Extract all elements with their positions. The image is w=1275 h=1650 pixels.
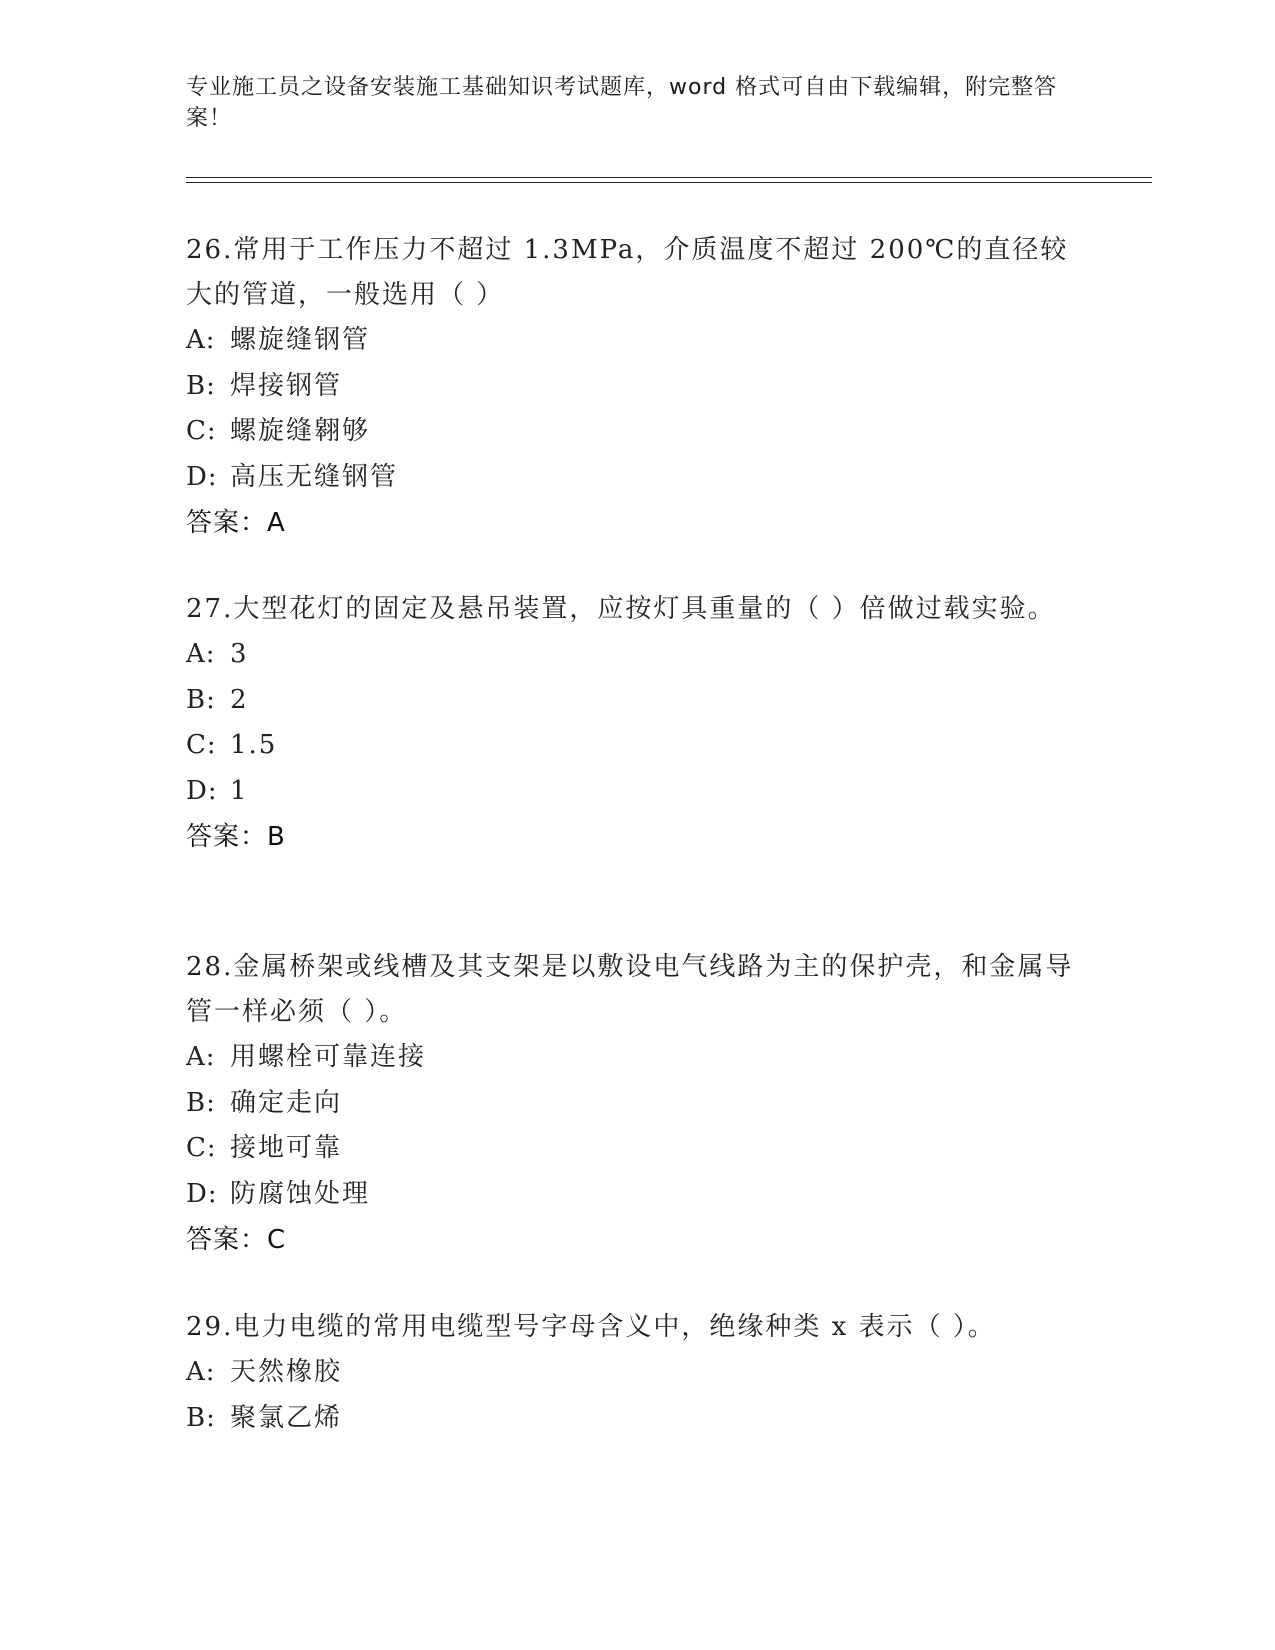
- question-stem: 26.常用于工作压力不超过 1.3MPa，介质温度不超过 200℃的直径较大的管道，一般选用（ ）: [186, 235, 1069, 310]
- option-letter: B:: [186, 1087, 216, 1118]
- option-text: 用螺栓可靠连接: [230, 1042, 427, 1072]
- option-c: [186, 723, 1086, 769]
- option-b: [186, 678, 1086, 724]
- option-b: [186, 1081, 1086, 1127]
- option-letter: B:: [186, 370, 216, 401]
- option-letter: D:: [186, 1178, 218, 1209]
- option-text: 确定走向: [230, 1087, 343, 1118]
- option-text: 聚氯乙烯: [230, 1402, 343, 1433]
- option-letter: A:: [186, 1042, 216, 1072]
- option-letter: B:: [186, 1402, 216, 1433]
- question-28: [186, 945, 1086, 1263]
- question-29: [186, 1305, 1086, 1441]
- answer-label: 答案：A: [186, 508, 286, 538]
- question-stem: 29.电力电缆的常用电缆型号字母含义中，绝缘种类 x 表示（ ）。: [186, 1312, 996, 1342]
- option-text: 1.5: [230, 730, 278, 760]
- option-letter: C:: [186, 1133, 217, 1163]
- question-26: [186, 228, 1086, 546]
- header-rule-bottom: [186, 182, 1152, 183]
- option-text: 天然橡胶: [230, 1357, 343, 1387]
- option-letter: A:: [186, 325, 216, 355]
- option-a: [186, 632, 1086, 678]
- option-text: 螺旋缝钢管: [230, 325, 371, 355]
- option-text: 1: [230, 775, 249, 806]
- option-letter: A:: [186, 1357, 216, 1387]
- option-letter: C:: [186, 416, 217, 446]
- option-text: 接地可靠: [230, 1133, 343, 1163]
- question-stem: 28.金属桥架或线槽及其支架是以敷设电气线路为主的保护壳，和金属导管一样必须（ ）。: [186, 952, 1074, 1027]
- option-d: [186, 1172, 1086, 1218]
- option-text: 3: [230, 639, 249, 669]
- question-stem: 27.大型花灯的固定及悬吊装置，应按灯具重量的（ ）倍做过载实验。: [186, 594, 1056, 624]
- option-b: [186, 364, 1086, 410]
- answer-label: 答案：B: [186, 822, 286, 852]
- option-text: 焊接钢管: [230, 370, 343, 401]
- option-letter: D:: [186, 775, 218, 806]
- option-c: [186, 409, 1086, 455]
- document-header: 专业施工员之设备安装施工基础知识考试题库，word 格式可自由下载编辑，附完整答案！: [186, 75, 1058, 131]
- option-a: [186, 1035, 1086, 1081]
- question-27: [186, 587, 1086, 860]
- option-d: [186, 455, 1086, 501]
- option-letter: A:: [186, 639, 216, 669]
- option-c: [186, 1126, 1086, 1172]
- answer-label: 答案：C: [186, 1225, 287, 1255]
- option-text: 防腐蚀处理: [230, 1178, 371, 1209]
- option-text: 高压无缝钢管: [230, 461, 399, 492]
- option-letter: C:: [186, 730, 217, 760]
- header-rule-top: [186, 177, 1152, 178]
- option-text: 2: [230, 684, 249, 715]
- option-b: [186, 1396, 1086, 1442]
- option-a: [186, 1350, 1086, 1396]
- option-letter: D:: [186, 461, 218, 492]
- option-text: 螺旋缝翱够: [230, 416, 371, 446]
- option-letter: B:: [186, 684, 216, 715]
- option-a: [186, 318, 1086, 364]
- option-d: [186, 769, 1086, 815]
